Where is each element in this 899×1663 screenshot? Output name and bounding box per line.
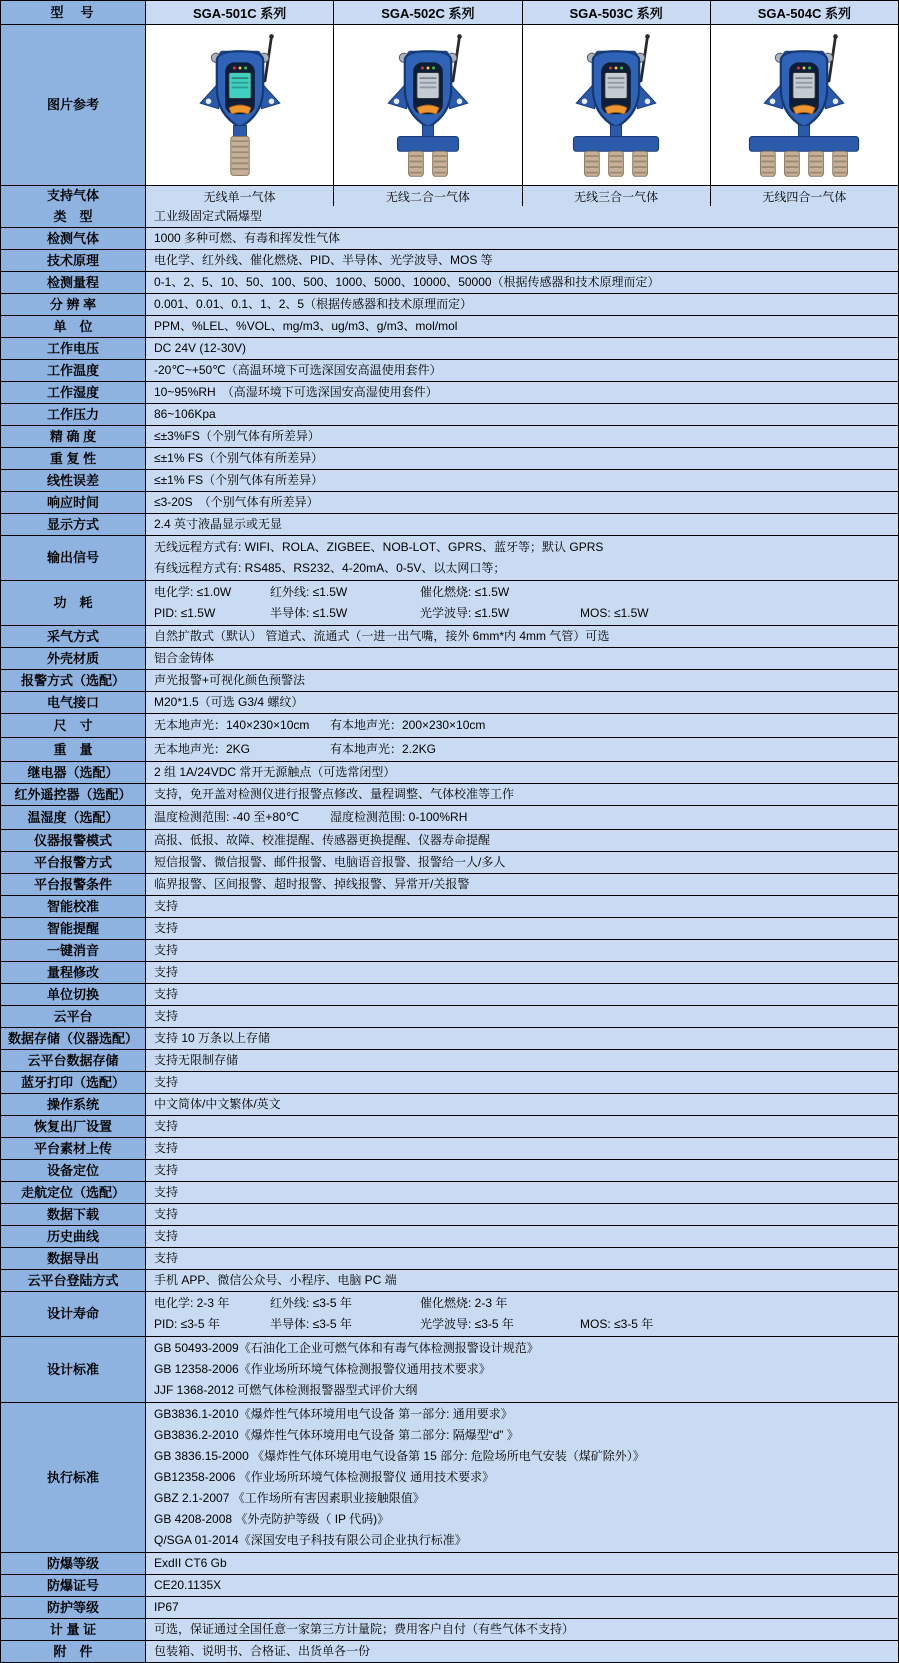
- spec-row: [1, 829, 898, 851]
- row-value: [146, 1226, 898, 1247]
- row-value: [146, 492, 898, 513]
- row-value: [146, 1553, 898, 1574]
- row-label: 智能提醒: [1, 918, 146, 939]
- row-value-text: 高报、低报、故障、校准提醒、传感器更换提醒、仪器寿命提醒: [154, 833, 491, 847]
- row-value: [146, 536, 898, 580]
- row-value: [146, 360, 898, 381]
- row-label: 功 耗: [1, 581, 146, 625]
- row-value: [146, 206, 898, 227]
- row-value: [146, 470, 898, 491]
- row-value-text: 支持: [154, 1229, 179, 1243]
- image-row: [1, 24, 898, 185]
- row-value-text: 自然扩散式（默认） 管道式、流通式（一进一出气嘴，接外 6mm*内 4mm 气管）可选: [154, 629, 610, 643]
- row-value: [146, 1006, 898, 1027]
- spec-row: [1, 625, 898, 647]
- row-value-grid-cell: 半导体: ≤1.5W: [270, 606, 348, 620]
- row-value-text: ≤±3%FS（个别气体有所差异）: [154, 429, 320, 443]
- row-label: 计 量 证: [1, 1619, 146, 1640]
- spec-row: [1, 1596, 898, 1618]
- row-label: 工作湿度: [1, 382, 146, 403]
- spec-row: [1, 1618, 898, 1640]
- row-label: 采气方式: [1, 626, 146, 647]
- row-value-text: 支持: [154, 1009, 179, 1023]
- row-label: 单位切换: [1, 984, 146, 1005]
- row-value: [146, 448, 898, 469]
- row-label: 外壳材质: [1, 648, 146, 669]
- row-value-text: 0.001、0.01、0.1、1、2、5（根据传感器和技术原理而定）: [154, 297, 473, 311]
- row-value: [146, 714, 898, 737]
- row-value: [146, 648, 898, 669]
- row-value-segment: 有本地声光：200×230×10cm: [330, 718, 486, 732]
- header-row: [1, 1, 898, 24]
- row-value-text: 10~95%RH （高湿环境下可选深国安高湿使用套件）: [154, 385, 438, 399]
- row-value-text: 可选，保证通过全国任意一家第三方计量院；费用客户自付（有些气体不支持）: [154, 1622, 575, 1636]
- row-label: 历史曲线: [1, 1226, 146, 1247]
- spec-row: [1, 647, 898, 669]
- row-value-line: 无线远程方式有: WIFI、ROLA、ZIGBEE、NOB-LOT、GPRS、蓝牙等；默认 GPRS: [154, 540, 604, 554]
- row-label: 技术原理: [1, 250, 146, 271]
- detector-image: [146, 25, 333, 185]
- row-value: [146, 806, 898, 829]
- row-value: [146, 830, 898, 851]
- row-value: [146, 338, 898, 359]
- row-label: 温湿度（选配）: [1, 806, 146, 829]
- model-name-sga-503c: SGA-503C 系列: [522, 1, 710, 24]
- row-value-line: Q/SGA 01-2014《深国安电子科技有限公司企业执行标准》: [154, 1533, 467, 1547]
- row-label: 量程修改: [1, 962, 146, 983]
- row-value: [146, 1072, 898, 1093]
- row-value-text: 2.4 英寸液晶显示或无显: [154, 517, 283, 531]
- spec-row: [1, 895, 898, 917]
- row-value: [146, 581, 898, 625]
- row-value-segments: [154, 807, 892, 828]
- row-label: 红外遥控器（选配）: [1, 784, 146, 805]
- spec-row: [1, 249, 898, 271]
- spec-row: [1, 1203, 898, 1225]
- row-label: 重 复 性: [1, 448, 146, 469]
- row-value-line: GB 50493-2009《石油化工企业可燃气体和有毒气体检测报警设计规范》: [154, 1341, 539, 1355]
- row-value-grid-cell: 电化学: 2-3 年: [154, 1296, 230, 1310]
- gas-value-sga-502c: 无线二合一气体: [333, 186, 521, 206]
- row-label: 类 型: [1, 206, 146, 227]
- spec-row: [1, 983, 898, 1005]
- row-value-text: 支持无限制存储: [154, 1053, 239, 1067]
- header-model-label: 型 号: [1, 1, 146, 24]
- row-value-grid-cell: MOS: ≤3-5 年: [580, 1317, 654, 1331]
- row-label: 数据存储（仪器选配）: [1, 1028, 146, 1049]
- row-value: [146, 1619, 898, 1640]
- gas-value-sga-504c: 无线四合一气体: [710, 186, 898, 206]
- row-value-text: 电化学、红外线、催化燃烧、PID、半导体、光学波导、MOS 等: [154, 253, 493, 267]
- row-value-text: IP67: [154, 1600, 179, 1614]
- spec-row: [1, 535, 898, 580]
- spec-row: [1, 1640, 898, 1662]
- row-value: [146, 874, 898, 895]
- row-label: 防爆证号: [1, 1575, 146, 1596]
- row-value-grid-line: [154, 582, 892, 603]
- spec-row: [1, 1005, 898, 1027]
- spec-rows-container: [1, 206, 898, 1662]
- spec-row: [1, 580, 898, 625]
- spec-row: [1, 293, 898, 315]
- row-label: 平台素材上传: [1, 1138, 146, 1159]
- row-label: 电气接口: [1, 692, 146, 713]
- row-label: 显示方式: [1, 514, 146, 535]
- row-label: 数据下载: [1, 1204, 146, 1225]
- row-label: 蓝牙打印（选配）: [1, 1072, 146, 1093]
- row-value-text: 1000 多种可燃、有毒和挥发性气体: [154, 231, 341, 245]
- row-value: [146, 404, 898, 425]
- row-label: 报警方式（选配）: [1, 670, 146, 691]
- row-label: 执行标准: [1, 1403, 146, 1552]
- spec-row: [1, 851, 898, 873]
- spec-row: [1, 359, 898, 381]
- spec-row: [1, 1093, 898, 1115]
- spec-row: [1, 691, 898, 713]
- row-label: 云平台: [1, 1006, 146, 1027]
- row-value: [146, 1270, 898, 1291]
- row-value-grid-cell: 催化燃烧: 2-3 年: [420, 1296, 508, 1310]
- row-value: [146, 1028, 898, 1049]
- row-value-grid-cell: PID: ≤3-5 年: [154, 1317, 220, 1331]
- row-value: [146, 1403, 898, 1552]
- row-value-text: 0-1、2、5、10、50、100、500、1000、5000、10000、50000（根据传感器和技术原理而定）: [154, 275, 660, 289]
- row-value-grid-line: [154, 1314, 892, 1335]
- row-value-text: 支持: [154, 965, 179, 979]
- row-label: 云平台登陆方式: [1, 1270, 146, 1291]
- row-label: 设计寿命: [1, 1292, 146, 1336]
- row-label: 数据导出: [1, 1248, 146, 1269]
- row-value-text: ≤3-20S （个别气体有所差异）: [154, 495, 319, 509]
- spec-row: [1, 713, 898, 737]
- detector-image: [333, 25, 521, 185]
- spec-row: [1, 1137, 898, 1159]
- row-value-segments: [154, 715, 892, 736]
- spec-row: [1, 1247, 898, 1269]
- row-value: [146, 784, 898, 805]
- spec-row: [1, 447, 898, 469]
- row-value: [146, 762, 898, 783]
- row-label: 继电器（选配）: [1, 762, 146, 783]
- row-value: [146, 228, 898, 249]
- row-value: [146, 1575, 898, 1596]
- row-label: 工作温度: [1, 360, 146, 381]
- row-value-text: 临界报警、区间报警、超时报警、掉线报警、异常开/关报警: [154, 877, 470, 891]
- row-value: [146, 1182, 898, 1203]
- spec-row: [1, 873, 898, 895]
- row-value: [146, 316, 898, 337]
- row-label: 设备定位: [1, 1160, 146, 1181]
- spec-row: [1, 337, 898, 359]
- row-label: 走航定位（选配）: [1, 1182, 146, 1203]
- row-label: 检测气体: [1, 228, 146, 249]
- spec-row: [1, 1574, 898, 1596]
- row-value-text: 声光报警+可视化颜色预警法: [154, 673, 306, 687]
- row-value-text: CE20.1135X: [154, 1578, 222, 1592]
- row-value-text: 中文简体/中文繁体/英文: [154, 1097, 281, 1111]
- row-value-grid-cell: 光学波导: ≤3-5 年: [420, 1317, 514, 1331]
- row-value: [146, 1050, 898, 1071]
- row-label: 检测量程: [1, 272, 146, 293]
- row-value-text: 支持: [154, 899, 179, 913]
- row-value-line: GB 12358-2006《作业场所环境气体检测报警仪通用技术要求》: [154, 1362, 491, 1376]
- row-value: [146, 1641, 898, 1662]
- row-value: [146, 984, 898, 1005]
- row-value-grid-cell: 红外线: ≤3-5 年: [270, 1296, 352, 1310]
- spec-row: [1, 469, 898, 491]
- row-value: [146, 250, 898, 271]
- row-value-text: 支持: [154, 1119, 179, 1133]
- gas-value-sga-501c: 无线单一气体: [146, 186, 333, 206]
- row-value: [146, 670, 898, 691]
- row-value: [146, 1094, 898, 1115]
- row-label: 智能校准: [1, 896, 146, 917]
- spec-row: [1, 1336, 898, 1402]
- row-label: 恢复出厂设置: [1, 1116, 146, 1137]
- spec-row: [1, 227, 898, 249]
- spec-row: [1, 381, 898, 403]
- row-value: [146, 626, 898, 647]
- spec-row: [1, 206, 898, 227]
- row-value-text: 工业级固定式隔爆型: [154, 209, 263, 223]
- spec-row: [1, 1115, 898, 1137]
- row-label: 平台报警方式: [1, 852, 146, 873]
- row-value: [146, 918, 898, 939]
- row-value-grid-cell: [580, 1293, 892, 1314]
- row-label: 工作压力: [1, 404, 146, 425]
- gas-row: [1, 185, 898, 206]
- row-label: 防爆等级: [1, 1553, 146, 1574]
- row-value-text: 支持: [154, 987, 179, 1001]
- row-value-text: 支持: [154, 1141, 179, 1155]
- row-label: 输出信号: [1, 536, 146, 580]
- row-value: [146, 426, 898, 447]
- row-value: [146, 692, 898, 713]
- spec-row: [1, 1269, 898, 1291]
- row-value: [146, 1116, 898, 1137]
- row-value: [146, 1160, 898, 1181]
- row-value: [146, 514, 898, 535]
- spec-row: [1, 737, 898, 761]
- row-value: [146, 272, 898, 293]
- row-label: 精 确 度: [1, 426, 146, 447]
- row-label: 防护等级: [1, 1597, 146, 1618]
- row-value-grid-cell: 红外线: ≤1.5W: [270, 585, 348, 599]
- row-value-text: PPM、%LEL、%VOL、mg/m3、ug/m3、g/m3、mol/mol: [154, 319, 458, 333]
- spec-row: [1, 1402, 898, 1552]
- row-value-text: ≤±1% FS（个别气体有所差异）: [154, 451, 324, 465]
- row-value: [146, 1248, 898, 1269]
- row-value-line: JJF 1368-2012 可燃气体检测报警器型式评价大纲: [154, 1383, 418, 1397]
- row-value: [146, 1337, 898, 1402]
- model-name-sga-501c: SGA-501C 系列: [146, 1, 333, 24]
- spec-row: [1, 783, 898, 805]
- row-value-text: 短信报警、微信报警、邮件报警、电脑语音报警、报警给一人/多人: [154, 855, 506, 869]
- spec-row: [1, 271, 898, 293]
- row-value: [146, 382, 898, 403]
- row-value-grid-line: [154, 603, 892, 624]
- row-value: [146, 1597, 898, 1618]
- row-value-line: GB3836.1-2010《爆炸性气体环境用电气设备 第一部分: 通用要求》: [154, 1407, 513, 1421]
- spec-row: [1, 961, 898, 983]
- row-value-text: 支持: [154, 1185, 179, 1199]
- row-label: 附 件: [1, 1641, 146, 1662]
- row-value-line: GB 4208-2008 《外壳防护等级（ IP 代码)》: [154, 1512, 390, 1526]
- spec-row: [1, 761, 898, 783]
- row-value-segment: 温度检测范围: -40 至+80℃: [154, 810, 300, 824]
- row-value-grid-line: [154, 1293, 892, 1314]
- row-value-text: 支持: [154, 1207, 179, 1221]
- row-value: [146, 738, 898, 761]
- detector-image: [522, 25, 710, 185]
- row-value: [146, 1292, 898, 1336]
- spec-row: [1, 939, 898, 961]
- gas-value-sga-503c: 无线三合一气体: [522, 186, 710, 206]
- row-label: 尺 寸: [1, 714, 146, 737]
- image-row-label: 图片参考: [1, 25, 146, 185]
- row-label: 重 量: [1, 738, 146, 761]
- row-label: 单 位: [1, 316, 146, 337]
- row-value-grid-cell: 催化燃烧: ≤1.5W: [420, 585, 510, 599]
- spec-row: [1, 1291, 898, 1336]
- row-value-text: 支持: [154, 943, 179, 957]
- row-value: [146, 940, 898, 961]
- row-value-text: 支持: [154, 1163, 179, 1177]
- row-value-grid-cell: 光学波导: ≤1.5W: [420, 606, 510, 620]
- row-label: 分 辨 率: [1, 294, 146, 315]
- spec-row: [1, 1049, 898, 1071]
- spec-row: [1, 491, 898, 513]
- row-value-line: GB12358-2006 《作业场所环境气体检测报警仪 通用技术要求》: [154, 1470, 495, 1484]
- row-value-segment: 无本地声光：140×230×10cm: [154, 718, 310, 732]
- row-value-line: GBZ 2.1-2007 《工作场所有害因素职业接触限值》: [154, 1491, 425, 1505]
- row-value-text: 手机 APP、微信公众号、小程序、电脑 PC 端: [154, 1273, 397, 1287]
- spec-row: [1, 805, 898, 829]
- row-label: 平台报警条件: [1, 874, 146, 895]
- row-value-segment: 湿度检测范围: 0-100%RH: [330, 810, 468, 824]
- row-value-text: 铝合金铸体: [154, 651, 215, 665]
- spec-row: [1, 513, 898, 535]
- spec-row: [1, 1027, 898, 1049]
- row-label: 操作系统: [1, 1094, 146, 1115]
- row-label: 一键消音: [1, 940, 146, 961]
- row-value-text: ExdII CT6 Gb: [154, 1556, 227, 1570]
- row-value-text: 支持: [154, 1075, 179, 1089]
- gas-row-label: 支持气体: [1, 186, 146, 206]
- spec-row: [1, 315, 898, 337]
- row-value: [146, 294, 898, 315]
- spec-row: [1, 1552, 898, 1574]
- row-value-grid-cell: 半导体: ≤3-5 年: [270, 1317, 352, 1331]
- detector-image: [710, 25, 898, 185]
- row-value-grid-cell: PID: ≤1.5W: [154, 606, 216, 620]
- row-value-line: GB3836.2-2010《爆炸性气体环境用电气设备 第二部分: 隔爆型“d” 》: [154, 1428, 519, 1442]
- row-label: 线性误差: [1, 470, 146, 491]
- spec-row: [1, 669, 898, 691]
- row-value-segment: 有本地声光：2.2KG: [330, 742, 437, 756]
- row-value-text: ≤±1% FS（个别气体有所差异）: [154, 473, 324, 487]
- row-value-segments: [154, 739, 892, 760]
- model-name-sga-502c: SGA-502C 系列: [333, 1, 521, 24]
- spec-row: [1, 425, 898, 447]
- row-value-text: -20℃~+50℃（高温环境下可选深国安高温使用套件）: [154, 363, 442, 377]
- row-value-text: M20*1.5（可选 G3/4 螺纹）: [154, 695, 304, 709]
- row-label: 工作电压: [1, 338, 146, 359]
- row-value: [146, 962, 898, 983]
- model-name-sga-504c: SGA-504C 系列: [710, 1, 898, 24]
- row-value-text: 86~106Kpa: [154, 407, 216, 421]
- row-value: [146, 1204, 898, 1225]
- row-value-text: 支持 10 万条以上存储: [154, 1031, 271, 1045]
- spec-row: [1, 403, 898, 425]
- row-value-grid-cell: [580, 582, 892, 603]
- spec-row: [1, 917, 898, 939]
- row-value-text: 2 组 1A/24VDC 常开无源触点（可选常闭型）: [154, 765, 396, 779]
- row-label: 响应时间: [1, 492, 146, 513]
- row-value-text: 支持: [154, 1251, 179, 1265]
- row-value-grid-cell: 电化学: ≤1.0W: [154, 585, 232, 599]
- row-value-segment: 无本地声光：2KG: [154, 742, 251, 756]
- row-value-line: GB 3836.15-2000 《爆炸性气体环境用电气设备第 15 部分: 危险场所电气安装（煤矿除外）》: [154, 1449, 645, 1463]
- row-value-text: 支持: [154, 921, 179, 935]
- row-value-grid-cell: MOS: ≤1.5W: [580, 606, 649, 620]
- row-value-text: 支持，免开盖对检测仪进行报警点修改、量程调整、气体校准等工作: [154, 787, 515, 801]
- row-value: [146, 896, 898, 917]
- row-value-text: 包装箱、说明书、合格证、出货单各一份: [154, 1644, 371, 1658]
- row-value-line: 有线远程方式有: RS485、RS232、4-20mA、0-5V、以太网口等；: [154, 561, 506, 575]
- spec-row: [1, 1071, 898, 1093]
- row-value: [146, 852, 898, 873]
- row-value-text: DC 24V (12-30V): [154, 341, 247, 355]
- row-label: 设计标准: [1, 1337, 146, 1402]
- row-label: 仪器报警模式: [1, 830, 146, 851]
- row-label: 云平台数据存储: [1, 1050, 146, 1071]
- row-value: [146, 1138, 898, 1159]
- spec-row: [1, 1159, 898, 1181]
- spec-row: [1, 1181, 898, 1203]
- spec-row: [1, 1225, 898, 1247]
